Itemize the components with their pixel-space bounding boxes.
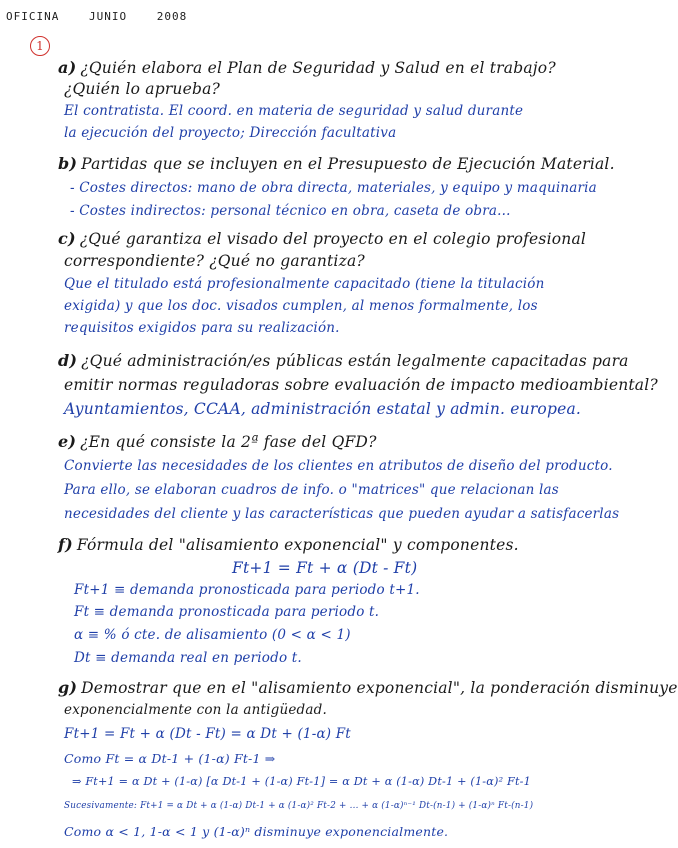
formula-f-component-2: Ft ≡ demanda pronosticada para periodo t.: [74, 604, 380, 620]
question-d-text-2: emitir normas reguladoras sobre evaluación de impacto medioambiental?: [64, 376, 658, 394]
proof-g-equation-5: Como α < 1, 1-α < 1 y (1-α)ⁿ disminuye exponencialmente.: [64, 824, 449, 839]
question-d-line-1: [58, 351, 629, 370]
header-office: OFICINA: [6, 10, 60, 23]
question-a-label: a): [58, 58, 77, 77]
answer-c-line-1: Que el titulado está profesionalmente capacitado (tiene la titulación: [64, 276, 545, 292]
formula-f: Ft+1 = Ft + α (Dt - Ft): [232, 559, 418, 577]
proof-g-equation-2: Como Ft = α Dt-1 + (1-α) Ft-1 ⇒: [64, 751, 276, 766]
question-e-label: e): [58, 432, 77, 451]
question-a-text-1: ¿Quién elabora el Plan de Seguridad y Salud en el trabajo?: [80, 59, 556, 77]
question-b-line-1: [58, 154, 615, 173]
answer-c-line-2: exigida) y que los doc. visados cumplen, al menos formalmente, los: [64, 298, 538, 314]
question-g-line-1: [58, 678, 678, 697]
header-month: JUNIO: [88, 10, 128, 23]
question-b-label: b): [58, 154, 78, 173]
question-c-line-1: [58, 229, 586, 248]
question-e-line-1: [58, 432, 377, 451]
answer-e-line-2: Para ello, se elaboran cuadros de info. o "matrices" que relacionan las: [64, 482, 559, 498]
proof-g-equation-1: Ft+1 = Ft + α (Dt - Ft) = α Dt + (1-α) Ft: [64, 726, 351, 742]
page-header: [6, 10, 209, 23]
answer-a-line-2: la ejecución del proyecto; Dirección facultativa: [64, 125, 397, 141]
proof-g-equation-4: Sucesivamente: Ft+1 = α Dt + α (1-α) Dt-1 + α (1-α)² Ft-2 + ... + α (1-α)ⁿ⁻¹ Dt-(n-1) + (1-α)ⁿ Ft-(n-1): [64, 801, 534, 811]
question-c-text-2: correspondiente? ¿Qué no garantiza?: [64, 252, 365, 270]
question-b-text-1: Partidas que se incluyen en el Presupuesto de Ejecución Material.: [81, 155, 615, 173]
proof-g-equation-3: ⇒ Ft+1 = α Dt + (1-α) [α Dt-1 + (1-α) Ft-1] = α Dt + α (1-α) Dt-1 + (1-α)² Ft-1: [72, 775, 531, 788]
question-g-text-1: Demostrar que en el "alisamiento exponencial", la ponderación disminuye: [81, 679, 678, 697]
answer-a-line-1: El contratista. El coord. en materia de seguridad y salud durante: [64, 103, 524, 119]
question-c-label: c): [58, 229, 76, 248]
question-g-label: g): [58, 678, 78, 697]
question-f-text-1: Fórmula del "alisamiento exponencial" y componentes.: [76, 536, 519, 554]
formula-f-component-3: α ≡ % ó cte. de alisamiento (0 < α < 1): [74, 627, 351, 643]
answer-c-line-3: requisitos exigidos para su realización.: [64, 320, 340, 336]
answer-b-line-1: - Costes directos: mano de obra directa, materiales, y equipo y maquinaria: [70, 180, 597, 196]
question-d-text-1: ¿Qué administración/es públicas están legalmente capacitadas para: [81, 352, 629, 370]
question-number-badge: 1: [30, 36, 50, 56]
question-f-line-1: [58, 535, 519, 554]
answer-b-line-2: - Costes indirectos: personal técnico en obra, caseta de obra...: [70, 203, 511, 219]
question-a-line-1: [58, 58, 556, 77]
header-year: 2008: [156, 10, 188, 23]
answer-d-line-1: Ayuntamientos, CCAA, administración estatal y admin. europea.: [64, 400, 582, 418]
question-a-text-2: ¿Quién lo aprueba?: [64, 80, 221, 98]
question-e-text-1: ¿En qué consiste la 2ª fase del QFD?: [80, 433, 377, 451]
formula-f-component-4: Dt ≡ demanda real en periodo t.: [74, 650, 302, 666]
answer-e-line-3: necesidades del cliente y las características que pueden ayudar a satisfacerlas: [64, 506, 620, 522]
question-c-text-1: ¿Qué garantiza el visado del proyecto en el colegio profesional: [79, 230, 587, 248]
question-g-text-2: exponencialmente con la antigüedad.: [64, 702, 327, 718]
formula-f-component-1: Ft+1 ≡ demanda pronosticada para periodo t+1.: [74, 582, 420, 598]
question-d-label: d): [58, 351, 78, 370]
question-f-label: f): [58, 535, 73, 554]
answer-e-line-1: Convierte las necesidades de los clientes en atributos de diseño del producto.: [64, 458, 613, 474]
